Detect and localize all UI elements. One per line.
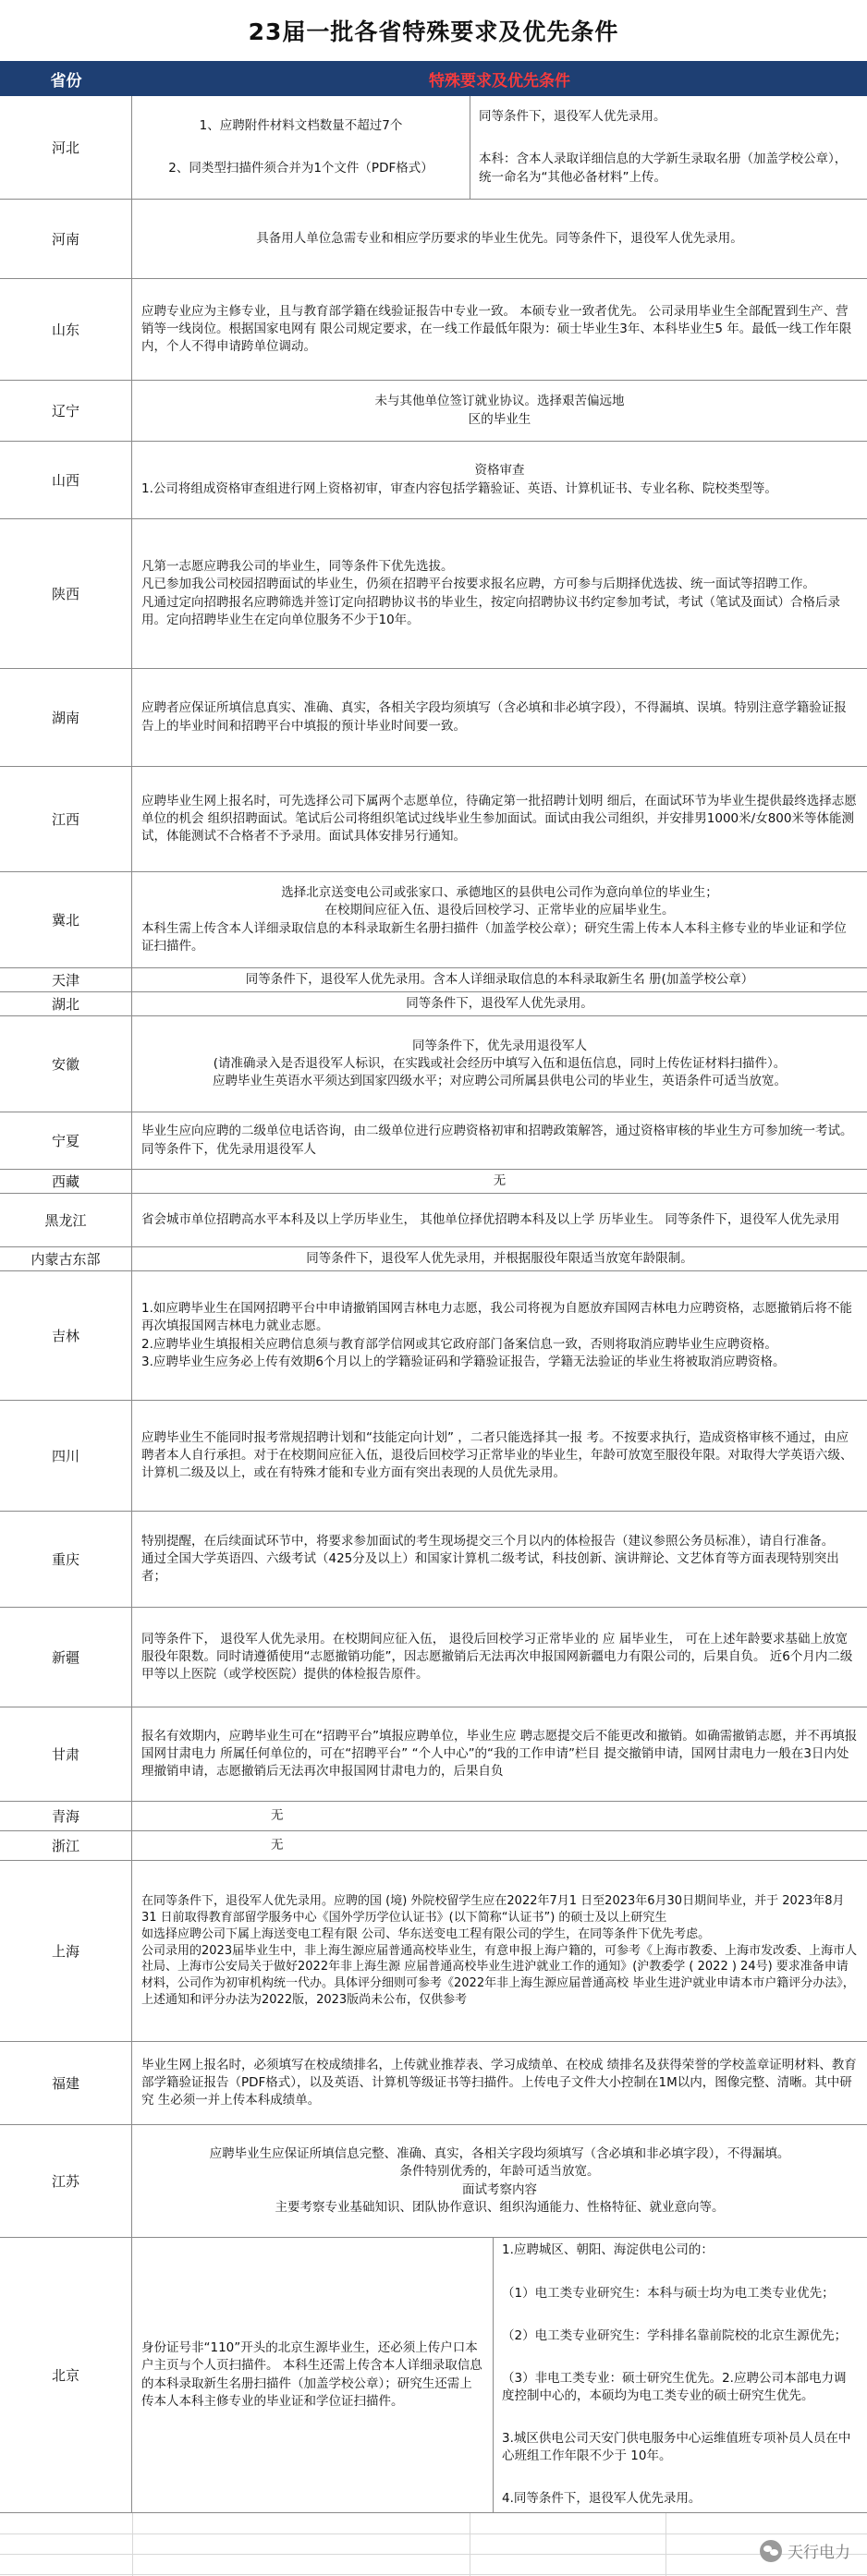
condition-text: 无	[271, 1837, 284, 1853]
province-name: 福建	[0, 2042, 132, 2124]
province-name: 天津	[0, 968, 132, 991]
row-shanxi	[0, 442, 867, 519]
province-name: 河北	[0, 96, 132, 199]
province-name: 甘肃	[0, 1707, 132, 1801]
condition-text: 报名有效期内，应聘毕业生可在“招聘平台”填报应聘单位，毕业生应 聘志愿提交后不能更改和撤销。如确需撤销志愿，并不再填报国网甘肃电力 所属任何单位的，可在“招聘平台” “个人中心”的“我的工作申请”栏目 提交撤销申请，国网甘肃电力一般在3日内处理撤销申请，志愿撤销后无法再次申报国网甘肃电力的，后果自负	[141, 1728, 858, 1780]
province-name: 冀北	[0, 872, 132, 967]
condition-text: 应聘者应保证所填信息真实、准确、真实，各相关字段均须填写（含必填和非必填字段），不得漏填、误填。特别注意学籍验证报告上的毕业时间和招聘平台中填报的预计毕业时间要一致。	[141, 700, 847, 734]
row-hubei	[0, 992, 867, 1016]
province-name: 重庆	[0, 1512, 132, 1607]
condition-text: 无	[271, 1807, 284, 1823]
row-beijing	[0, 2238, 867, 2513]
header-conditions: 特殊要求及优先条件	[132, 61, 867, 96]
condition-text: 具备用人单位急需专业和相应学历要求的毕业生优先。同等条件下，退役军人优先录用。	[256, 230, 743, 246]
condition-text: 未与其他单位签订就业协议。选择艰苦偏远地 区的毕业生	[374, 394, 625, 427]
condition-left: 1、应聘附件材料文档数量不超过7个 2、同类型扫描件须合并为1个文件（PDF格式）	[168, 117, 434, 176]
row-qinghai	[0, 1802, 867, 1831]
watermark	[760, 2539, 850, 2562]
province-name: 青海	[0, 1802, 132, 1830]
condition-text: 资格审查 1.公司将组成资格审查组进行网上资格初审，审查内容包括学籍验证、英语、计算机证书、专业名称、院校类型等。	[141, 463, 777, 496]
condition-text: 选择北京送变电公司或张家口、承德地区的县供电公司作为意向单位的毕业生； 在校期间应征入伍、退役后回校学习、正常毕业的应届毕业生。 本科生需上传含本人详细录取信息的本科录取新生名册扫描件（加盖学校公章）；研究生需上传本人本科主修专业的毕业证和学位证扫描件。	[141, 885, 847, 954]
row-shaanxi	[0, 519, 867, 669]
condition-right: 1.应聘城区、朝阳、海淀供电公司的： （1）电工类专业研究生：本科与硕士均为电工类专业优先； （2）电工类专业研究生：学科排名靠前院校的北京生源优先； （3）非电工类专业：硕士研究生优先。2.应聘公司本部电力调度控制中心的，本硕均为电工类专业的硕士研究生优先。 3.城区供电公司天安门供电服务中心运维值班专项补员人员在中心班组工作年限不少于 10年。 4.同等条件下，退役军人优先录用。	[502, 2242, 851, 2507]
condition-text: 特别提醒，在后续面试环节中，将要求参加面试的考生现场提交三个月以内的体检报告（建议参照公务员标准），请自行准备。 通过全国大学英语四、六级考试（425分及以上）和国家计算机二级考试，科技创新、演讲辩论、文艺体育等方面表现特别突出者；	[141, 1533, 839, 1585]
row-hebei	[0, 96, 867, 200]
province-name: 内蒙古东部	[0, 1247, 132, 1270]
row-hunan	[0, 669, 867, 767]
row-sichuan	[0, 1401, 867, 1512]
row-jiangsu	[0, 2125, 867, 2238]
province-name: 北京	[0, 2238, 132, 2512]
province-name: 西藏	[0, 1170, 132, 1193]
row-zhejiang	[0, 1831, 867, 1861]
province-name: 宁夏	[0, 1112, 132, 1169]
province-name: 江西	[0, 767, 132, 871]
province-name: 浙江	[0, 1831, 132, 1860]
province-name: 山东	[0, 279, 132, 380]
condition-text: 同等条件下， 退役军人优先录用。在校期间应征入伍， 退役后回校学习正常毕业的 应 届毕业生， 可在上述年龄要求基础上放宽服役年限数。同时请遵循使用“志愿撤销功能”，因志愿撤销后无法再次申报国网新疆电力有限公司的，后果自负。 近6个月内二级甲等以上医院（或学校医院）提供的体检报告原件。	[141, 1631, 853, 1683]
row-ningxia	[0, 1112, 867, 1170]
row-tianjin	[0, 968, 867, 992]
row-anhui	[0, 1016, 867, 1112]
condition-text: 同等条件下，退役军人优先录用。	[406, 995, 593, 1011]
province-name: 湖北	[0, 992, 132, 1015]
page-title: 23届一批各省特殊要求及优先条件	[0, 0, 867, 62]
row-fujian	[0, 2042, 867, 2125]
province-name: 江苏	[0, 2125, 132, 2237]
row-jiangxi	[0, 767, 867, 872]
province-name: 吉林	[0, 1271, 132, 1400]
wechat-icon	[760, 2540, 782, 2562]
condition-text: 毕业生网上报名时，必须填写在校成绩排名，上传就业推荐表、学习成绩单、在校成 绩排名及获得荣誉的学校盖章证明材料、教育部学籍验证报告（PDF格式），以及英语、计算机等级证书等扫描件。上传电子文件大小控制在1M以内，图像完整、清晰。其中研究 生必须一并上传本科成绩单。	[141, 2057, 857, 2108]
province-name: 上海	[0, 1861, 132, 2041]
province-name: 陕西	[0, 519, 132, 668]
condition-right: 同等条件下，退役军人优先录用。 本科：含本人录取详细信息的大学新生录取名册（加盖学校公章），统一命名为“其他必备材料”上传。	[479, 109, 848, 185]
province-name: 河南	[0, 200, 132, 278]
province-name: 辽宁	[0, 381, 132, 441]
province-name: 湖南	[0, 669, 132, 766]
row-xinjiang	[0, 1608, 867, 1707]
row-jibei	[0, 872, 867, 968]
row-shandong	[0, 279, 867, 381]
row-neimenggu	[0, 1247, 867, 1271]
header-province: 省份	[0, 61, 133, 96]
condition-left: 身份证号非“110”开头的北京生源毕业生，还必须上传户口本户主页与个人页扫描件。 本科生还需上传含本人详细录取信息的本科录取新生名册扫描件（加盖学校公章）；研究生还需上传本人本科主修专业的毕业证和学位证扫描件。	[141, 2340, 482, 2409]
province-name: 四川	[0, 1401, 132, 1511]
condition-text: 应聘毕业生应保证所填信息完整、准确、真实，各相关字段均须填写（含必填和非必填字段），不得漏填。 条件特别优秀的，年龄可适当放宽。 面试考察内容 主要考察专业基础知识、团队协作意识、组织沟通能力、性格特征、就业意向等。	[209, 2146, 790, 2215]
condition-text: 凡第一志愿应聘我公司的毕业生，同等条件下优先选拔。 凡已参加我公司校园招聘面试的毕业生，仍须在招聘平台按要求报名应聘，方可参与后期择优选拔、统一面试等招聘工作。 凡通过定向招聘报名应聘筛选并签订定向招聘协议书的毕业生，按定向招聘协议书约定参加考试，考试（笔试及面试）合格后录用。定向招聘毕业生在定向单位服务不少于10年。	[141, 559, 840, 627]
condition-text: 同等条件下，优先录用退役军人 (请准确录入是否退役军人标识，在实践或社会经历中填写入伍和退伍信息，同时上传佐证材料扫描件）。 应聘毕业生英语水平须达到国家四级水平；对应聘公司所属县供电公司的毕业生，英语条件可适当放宽。	[213, 1038, 787, 1089]
row-gansu	[0, 1707, 867, 1802]
condition-text: 应聘专业应为主修专业，且与教育部学籍在线验证报告中专业一致。 本硕专业一致者优先。 公司录用毕业生全部配置到生产、营销等一线岗位。根据国家电网有 限公司规定要求，在一线工作最低年限为：硕士毕业生3年、本科毕业生5 年。最低一线工作年限内，个人不得申请跨单位调动。	[141, 303, 852, 355]
province-name: 山西	[0, 442, 132, 518]
row-shanghai	[0, 1861, 867, 2042]
condition-text: 毕业生应向应聘的二级单位电话咨询，由二级单位进行应聘资格初审和招聘政策解答，通过资格审核的毕业生方可参加统一考试。 同等条件下，优先录用退役军人	[141, 1124, 853, 1157]
watermark-text: 天行电力	[788, 2544, 850, 2562]
row-henan	[0, 200, 867, 279]
row-jilin	[0, 1271, 867, 1401]
province-name: 新疆	[0, 1608, 132, 1707]
condition-text: 同等条件下，退役军人优先录用，并根据服役年限适当放宽年龄限制。	[306, 1250, 693, 1266]
row-heilongjiang	[0, 1194, 867, 1247]
condition-text: 同等条件下，退役军人优先录用。含本人详细录取信息的本科录取新生名 册(加盖学校公章）	[245, 971, 754, 987]
row-liaoning	[0, 381, 867, 442]
province-name: 安徽	[0, 1016, 132, 1112]
condition-text: 在同等条件下，退役军人优先录用。应聘的国 (境) 外院校留学生应在2022年7月1 日至2023年6月30日期间毕业，并于 2023年8月31 日前取得教育部留学服务中心《国外学历学位认证书》(以下简称“认证书”) 的硕士及以上研究生 如选择应聘公司下属上海送变电工程有限 公司、华东送变电工程有限公司的学生，在同等条件下优先考虑。 公司录用的2023届毕业生中，非上海生源应届普通高校毕业生，有意申报上海户籍的，可参考《上海市教委、上海市发改委、上海市人社局、上海市公安局关于做好2022年非上海生源 应届普通高校毕业生进沪就业工作的通知》(沪教委学 ( 2022 ) 24号) 要求准备申请材料，公司作为初审机构统一代办。具体评分细则可参考《2022年非上海生源应届普通高校 毕业生进沪就业申请本市户籍评分办法》，上述通知和评分办法为2022版，2023版尚未公布，仅供参考	[141, 1893, 858, 2008]
row-chongqing	[0, 1512, 867, 1608]
row-xizang	[0, 1170, 867, 1194]
province-name: 黑龙江	[0, 1194, 132, 1246]
condition-text: 省会城市单位招聘高水平本科及以上学历毕业生， 其他单位择优招聘本科及以上学 历毕业生。 同等条件下，退役军人优先录用	[141, 1211, 840, 1227]
condition-text: 应聘毕业生不能同时报考常规招聘计划和“技能定向计划” ，二者只能选择其一报 考。不按要求执行，造成资格审核不通过，由应聘者本人自行承担。对于在校期间应征入伍，退役后回校学习正常毕业的毕业生，年龄可放宽至服役年限。对取得大学英语六级、计算机二级及以上，或在有特殊才能和专业方面有突出表现的人员优先录用。	[141, 1429, 853, 1481]
condition-text: 无	[493, 1173, 507, 1188]
condition-text: 应聘毕业生网上报名时，可先选择公司下属两个志愿单位，待确定第一批招聘计划明 细后，在面试环节为毕业生提供最终选择志愿单位的机会 组织招聘面试。笔试后公司将组织笔试过线毕业生参加面试。面试由我公司组织，并安排男1000米/女800米等体能测试，体能测试不合格者不予录用。面试具体安排另行通知。	[141, 793, 857, 844]
condition-text: 1.如应聘毕业生在国网招聘平台中申请撤销国网吉林电力志愿，我公司将视为自愿放弃国网吉林电力应聘资格，志愿撤销后将不能再次填报国网吉林电力就业志愿。 2.应聘毕业生填报相关应聘信息须与教育部学信网或其它政府部门备案信息一致，否则将取消应聘毕业生应聘资格。 3.应聘毕业生应务必上传有效期6个月以上的学籍验证码和学籍验证报告，学籍无法验证的毕业生将被取消应聘资格。	[141, 1301, 852, 1369]
